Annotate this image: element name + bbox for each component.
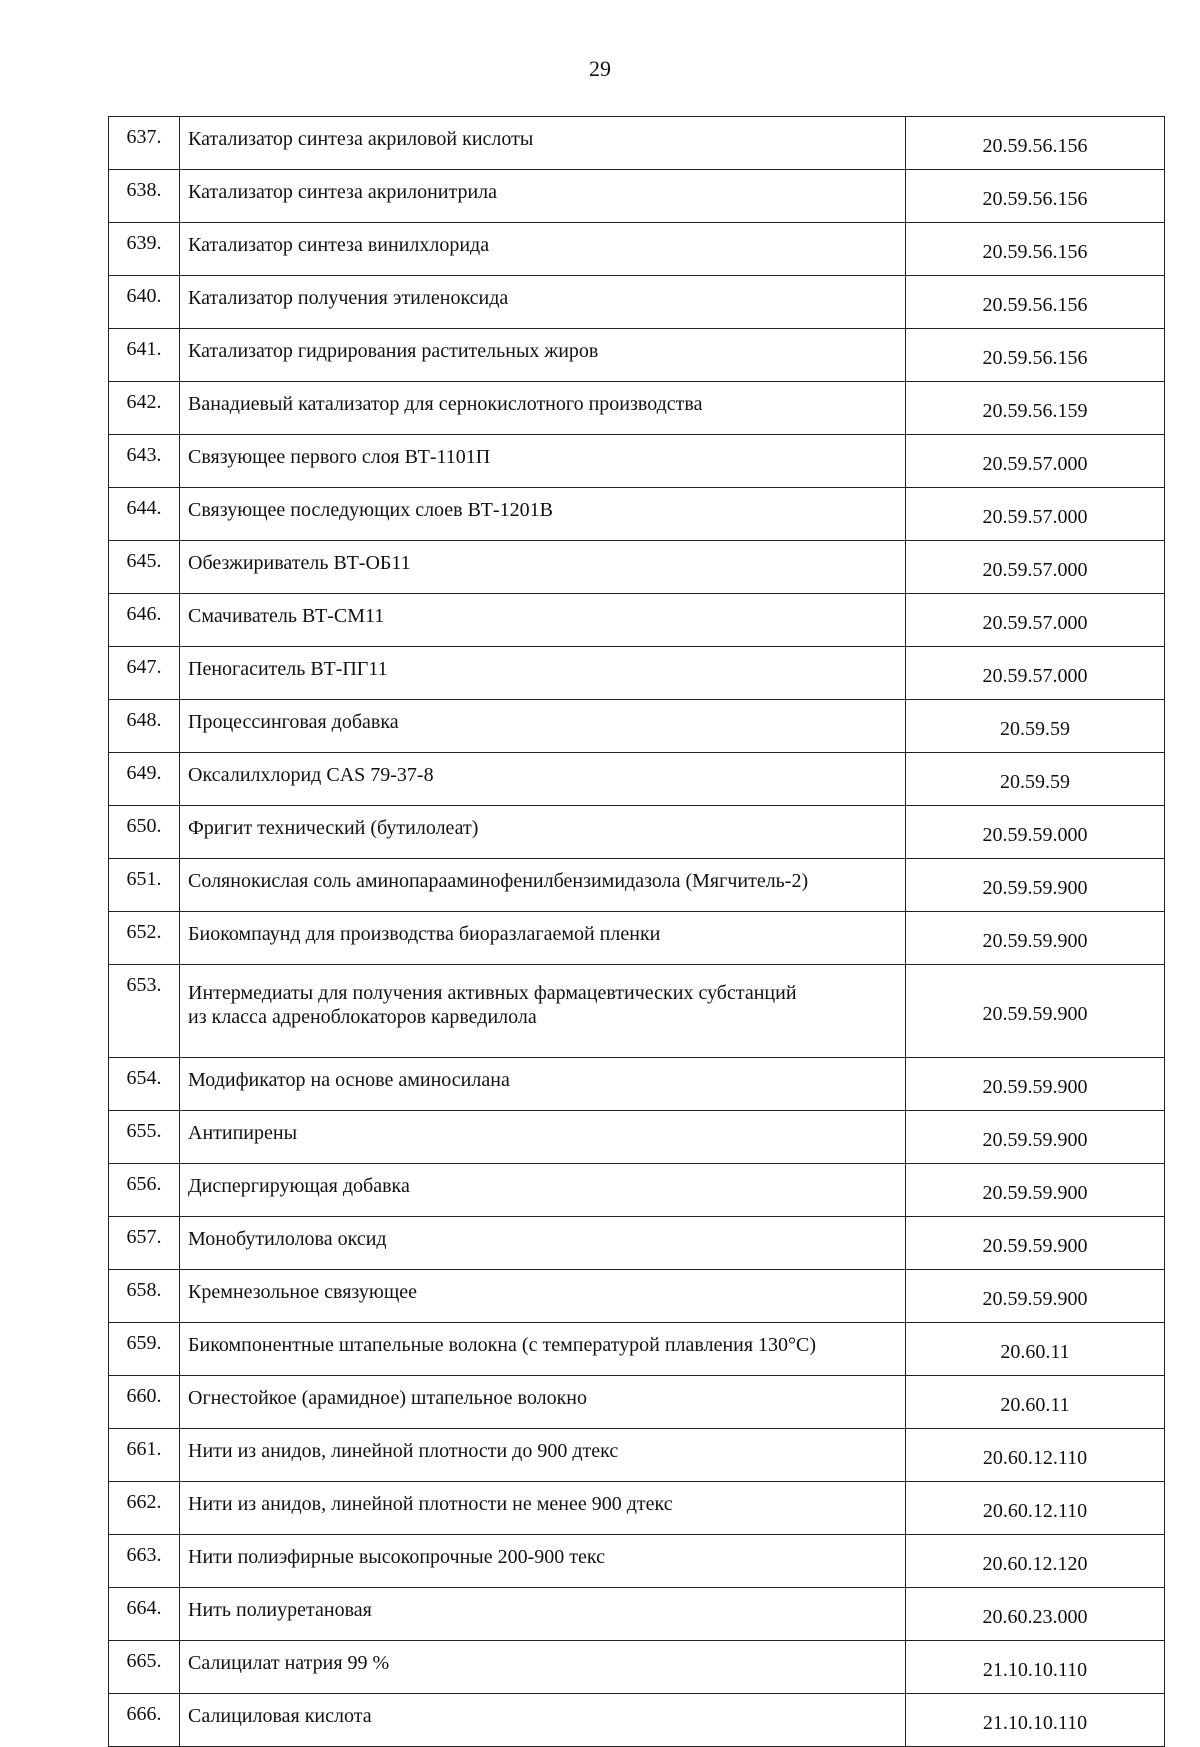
row-number: 652. bbox=[109, 912, 180, 965]
product-name: Салицилат натрия 99 % bbox=[180, 1641, 906, 1694]
product-name: Оксалилхлорид CAS 79-37-8 bbox=[180, 753, 906, 806]
table-row bbox=[109, 1217, 1165, 1270]
row-number: 639. bbox=[109, 223, 180, 276]
row-number: 653. bbox=[109, 965, 180, 1058]
table-row bbox=[109, 541, 1165, 594]
row-number: 658. bbox=[109, 1270, 180, 1323]
product-name-line-1: Интермедиаты для получения активных фармацевтических субстанций bbox=[188, 982, 797, 1004]
row-number: 659. bbox=[109, 1323, 180, 1376]
row-number: 666. bbox=[109, 1694, 180, 1747]
product-code: 20.59.56.156 bbox=[906, 223, 1165, 276]
product-name: Нити из анидов, линейной плотности до 900 дтекс bbox=[180, 1429, 906, 1482]
row-number: 663. bbox=[109, 1535, 180, 1588]
product-name: Бикомпонентные штапельные волокна (с температурой плавления 130°С) bbox=[180, 1323, 906, 1376]
product-name: Катализатор синтеза винилхлорида bbox=[180, 223, 906, 276]
product-name: Биокомпаунд для производства биоразлагаемой пленки bbox=[180, 912, 906, 965]
product-code: 20.59.57.000 bbox=[906, 488, 1165, 541]
row-number: 654. bbox=[109, 1058, 180, 1111]
product-code: 20.59.59.900 bbox=[906, 1164, 1165, 1217]
table-row bbox=[109, 1270, 1165, 1323]
row-number: 638. bbox=[109, 170, 180, 223]
product-code: 20.59.59.900 bbox=[906, 1270, 1165, 1323]
product-name: Фригит технический (бутилолеат) bbox=[180, 806, 906, 859]
product-name: Нити полиэфирные высокопрочные 200-900 текс bbox=[180, 1535, 906, 1588]
product-name: Антипирены bbox=[180, 1111, 906, 1164]
table-row bbox=[109, 1694, 1165, 1747]
table-row bbox=[109, 1641, 1165, 1694]
table-row bbox=[109, 1376, 1165, 1429]
table-row bbox=[109, 912, 1165, 965]
row-number: 642. bbox=[109, 382, 180, 435]
table-row bbox=[109, 276, 1165, 329]
product-name: Кремнезольное связующее bbox=[180, 1270, 906, 1323]
table-row bbox=[109, 859, 1165, 912]
product-name: Процессинговая добавка bbox=[180, 700, 906, 753]
table-row bbox=[109, 594, 1165, 647]
product-name: Модификатор на основе аминосилана bbox=[180, 1058, 906, 1111]
row-number: 662. bbox=[109, 1482, 180, 1535]
table-row bbox=[109, 806, 1165, 859]
table-row bbox=[109, 1323, 1165, 1376]
table-row bbox=[109, 647, 1165, 700]
product-code: 20.59.56.156 bbox=[906, 329, 1165, 382]
product-name: Катализатор гидрирования растительных жиров bbox=[180, 329, 906, 382]
product-code: 21.10.10.110 bbox=[906, 1694, 1165, 1747]
row-number: 647. bbox=[109, 647, 180, 700]
product-code: 20.59.56.156 bbox=[906, 117, 1165, 170]
product-code: 20.59.59.000 bbox=[906, 806, 1165, 859]
table-row bbox=[109, 1588, 1165, 1641]
product-code: 20.60.12.120 bbox=[906, 1535, 1165, 1588]
product-name: Ванадиевый катализатор для сернокислотного производства bbox=[180, 382, 906, 435]
product-code: 20.59.59 bbox=[906, 753, 1165, 806]
product-code: 20.59.56.156 bbox=[906, 276, 1165, 329]
product-name: Огнестойкое (арамидное) штапельное волокно bbox=[180, 1376, 906, 1429]
row-number: 655. bbox=[109, 1111, 180, 1164]
row-number: 651. bbox=[109, 859, 180, 912]
table-row bbox=[109, 117, 1165, 170]
product-code: 20.59.59.900 bbox=[906, 859, 1165, 912]
table-row bbox=[109, 1429, 1165, 1482]
product-name: Обезжириватель ВТ-ОБ11 bbox=[180, 541, 906, 594]
table-row bbox=[109, 753, 1165, 806]
row-number: 657. bbox=[109, 1217, 180, 1270]
product-name: Солянокислая соль аминопарааминофенилбензимидазола (Мягчитель-2) bbox=[180, 859, 906, 912]
row-number: 646. bbox=[109, 594, 180, 647]
table-row bbox=[109, 1164, 1165, 1217]
product-code: 20.59.59.900 bbox=[906, 1111, 1165, 1164]
row-number: 665. bbox=[109, 1641, 180, 1694]
product-name: Смачиватель ВТ-СМ11 bbox=[180, 594, 906, 647]
product-code: 20.59.59.900 bbox=[906, 1217, 1165, 1270]
row-number: 649. bbox=[109, 753, 180, 806]
row-number: 645. bbox=[109, 541, 180, 594]
product-code: 20.59.57.000 bbox=[906, 594, 1165, 647]
product-code: 20.59.56.159 bbox=[906, 382, 1165, 435]
product-code: 20.59.56.156 bbox=[906, 170, 1165, 223]
table-row bbox=[109, 1058, 1165, 1111]
table-row bbox=[109, 488, 1165, 541]
product-name bbox=[180, 965, 906, 1058]
page-number: 29 bbox=[589, 56, 611, 81]
product-name: Пеногаситель ВТ-ПГ11 bbox=[180, 647, 906, 700]
product-name: Салициловая кислота bbox=[180, 1694, 906, 1747]
row-number: 643. bbox=[109, 435, 180, 488]
table-row bbox=[109, 329, 1165, 382]
row-number: 664. bbox=[109, 1588, 180, 1641]
product-name: Катализатор синтеза акриловой кислоты bbox=[180, 117, 906, 170]
product-code: 20.60.23.000 bbox=[906, 1588, 1165, 1641]
product-code: 20.60.11 bbox=[906, 1323, 1165, 1376]
table-row bbox=[109, 700, 1165, 753]
table-row bbox=[109, 1482, 1165, 1535]
row-number: 656. bbox=[109, 1164, 180, 1217]
row-number: 641. bbox=[109, 329, 180, 382]
product-code: 20.59.59.900 bbox=[906, 912, 1165, 965]
table-row bbox=[109, 1111, 1165, 1164]
table-row bbox=[109, 965, 1165, 1058]
table-row bbox=[109, 382, 1165, 435]
product-name-line-2: из класса адреноблокаторов карведилола bbox=[188, 1006, 537, 1028]
product-code: 20.59.59 bbox=[906, 700, 1165, 753]
product-name: Связующее первого слоя ВТ-1101П bbox=[180, 435, 906, 488]
product-name: Монобутилолова оксид bbox=[180, 1217, 906, 1270]
product-code: 20.60.12.110 bbox=[906, 1482, 1165, 1535]
product-name: Нити из анидов, линейной плотности не менее 900 дтекс bbox=[180, 1482, 906, 1535]
table-row bbox=[109, 223, 1165, 276]
product-code: 20.59.57.000 bbox=[906, 647, 1165, 700]
table-row bbox=[109, 435, 1165, 488]
product-name: Связующее последующих слоев ВТ-1201В bbox=[180, 488, 906, 541]
row-number: 648. bbox=[109, 700, 180, 753]
row-number: 660. bbox=[109, 1376, 180, 1429]
product-code: 21.10.10.110 bbox=[906, 1641, 1165, 1694]
row-number: 644. bbox=[109, 488, 180, 541]
product-name: Катализатор синтеза акрилонитрила bbox=[180, 170, 906, 223]
row-number: 640. bbox=[109, 276, 180, 329]
product-code: 20.59.57.000 bbox=[906, 541, 1165, 594]
row-number: 650. bbox=[109, 806, 180, 859]
product-code: 20.59.59.900 bbox=[906, 1058, 1165, 1111]
table-row bbox=[109, 1535, 1165, 1588]
row-number: 637. bbox=[109, 117, 180, 170]
product-code-table bbox=[108, 116, 1165, 1747]
table-row bbox=[109, 170, 1165, 223]
product-name: Нить полиуретановая bbox=[180, 1588, 906, 1641]
row-number: 661. bbox=[109, 1429, 180, 1482]
product-code: 20.60.11 bbox=[906, 1376, 1165, 1429]
product-name: Диспергирующая добавка bbox=[180, 1164, 906, 1217]
product-code: 20.59.59.900 bbox=[906, 965, 1165, 1058]
product-name: Катализатор получения этиленоксида bbox=[180, 276, 906, 329]
product-code: 20.59.57.000 bbox=[906, 435, 1165, 488]
product-code: 20.60.12.110 bbox=[906, 1429, 1165, 1482]
